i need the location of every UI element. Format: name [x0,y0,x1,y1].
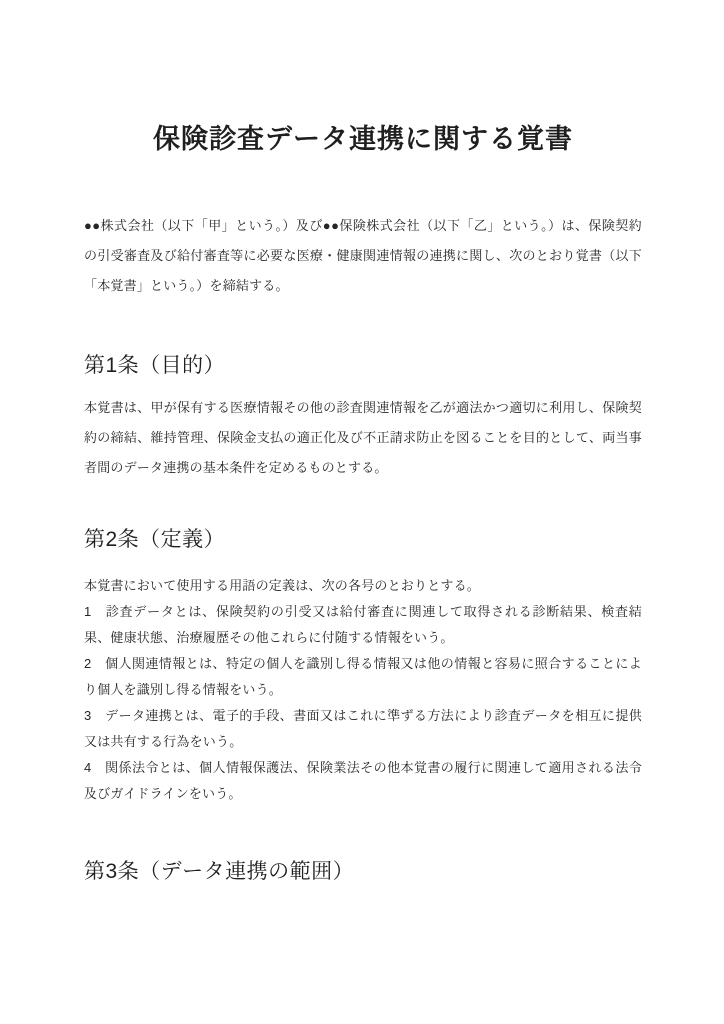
definition-item-3: 3 データ連携とは、電子的手段、書面又はこれに準ずる方法により診査データを相互に提供又は共有する行為をいう。 [84,708,642,749]
article-3-heading: 第3条（データ連携の範囲） [84,860,355,883]
document-title: 保険診査データ連携に関する覚書 [153,124,573,154]
article-2-body [84,573,642,807]
definition-item-1: 1 診査データとは、保険契約の引受又は給付審査に関連して取得される診断結果、検査結果、健康状態、治療履歴その他これらに付随する情報をいう。 [84,604,642,645]
definition-item-2: 2 個人関連情報とは、特定の個人を識別し得る情報又は他の情報と容易に照合することにより個人を識別し得る情報をいう。 [84,656,642,697]
definition-item-4: 4 関係法令とは、個人情報保護法、保険業法その他本覚書の履行に関連して適用される法令及びガイドラインをいう。 [84,760,642,801]
definitions-lead: 本覚書において使用する用語の定義は、次の各号のとおりとする。 [84,578,481,593]
preamble-paragraph: ●●株式会社（以下「甲」という。）及び●●保険株式会社（以下「乙」という。）は、保険契約の引受審査及び給付審査等に必要な医療・健康関連情報の連携に関し、次のとおり覚書（以下「本覚書」という。）を締結する。 [84,218,642,293]
article-1-heading: 第1条（目的） [84,354,226,377]
article-2-heading: 第2条（定義） [84,528,226,551]
article-1-paragraph: 本覚書は、甲が保有する医療情報その他の診査関連情報を乙が適法かつ適切に利用し、保険契約の締結、維持管理、保険金支払の適正化及び不正請求防止を図ることを目的として、両当事者間のデータ連携の基本条件を定めるものとする。 [84,400,642,475]
